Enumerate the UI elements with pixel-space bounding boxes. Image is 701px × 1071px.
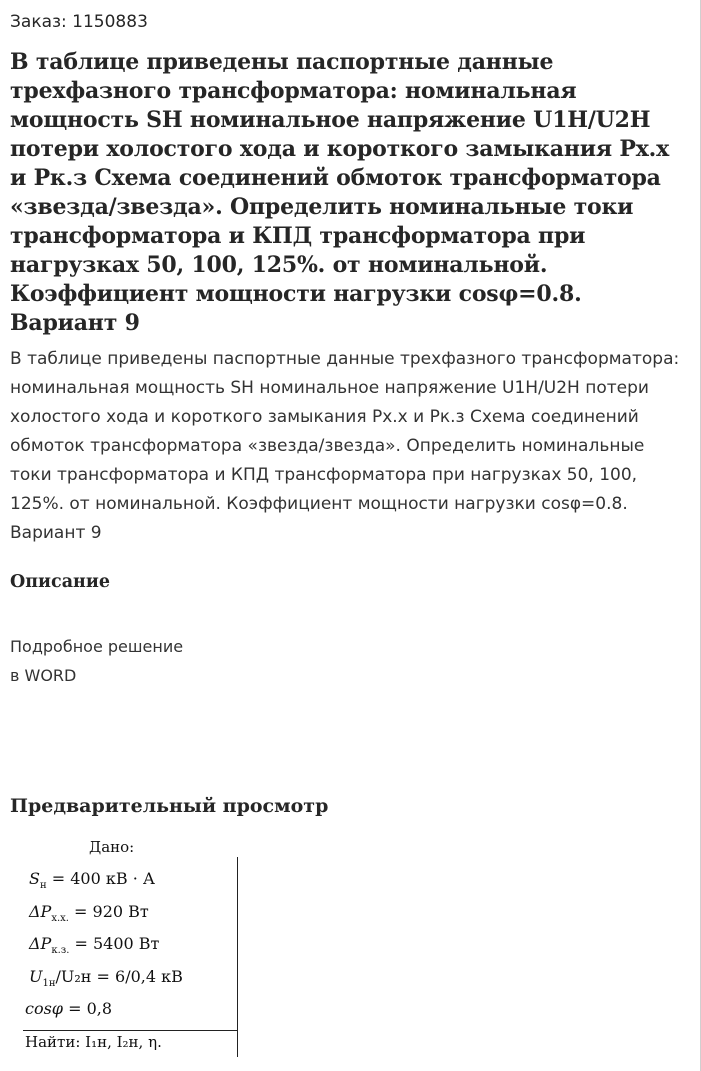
- given-row-voltage-value: /U₂н = 6/0,4 кВ: [55, 967, 183, 986]
- given-row-voltage: [29, 967, 183, 989]
- given-row-shortcircuit-value: = 5400 Вт: [69, 934, 160, 953]
- description-heading: Описание: [10, 572, 110, 592]
- given-row-power-value: = 400 кВ · А: [46, 869, 155, 888]
- description-line-1: Подробное решение: [10, 637, 184, 656]
- given-divider-horizontal: [23, 1030, 238, 1031]
- given-row-pf-symbol: cosφ: [25, 999, 64, 1018]
- description-line-2: в WORD: [10, 666, 77, 685]
- order-number: Заказ: 1150883: [10, 12, 148, 32]
- task-lead-text: В таблице приведены паспортные данные трехфазного трансформатора: номинальная мощность SН номинальное напряжение U1Н/U2Н потери холостого хода и короткого замыкания Рх.х и Рк.з Схема соединений обмоток трансформатора «звезда/звезда». Определить номинальные токи трансформатора и КПД трансформатора при нагрузках 50, 100, 125%. от номинальной. Коэффициент мощности нагрузки cosφ=0.8. Вариант 9: [10, 349, 680, 543]
- given-row-noload-value: = 920 Вт: [68, 902, 149, 921]
- given-row-noload-loss: [29, 902, 149, 924]
- page-title: В таблице приведены паспортные данные трехфазного трансформатора: номинальная мощность SН номинальное напряжение U1Н/U2Н потери холостого хода и короткого замыкания Рх.х и Рк.з Схема соединений обмоток трансформатора «звезда/звезда». Определить номинальные токи трансформатора и КПД трансформатора при нагрузках 50, 100, 125%. от номинальной. Коэффициент мощности нагрузки cosφ=0.8. Вариант 9: [10, 49, 669, 336]
- given-divider-vertical: [237, 857, 238, 1057]
- given-row-power-factor: [25, 999, 112, 1018]
- given-row-voltage-symbol: U: [29, 967, 43, 986]
- given-row-pf-value: = 0,8: [63, 999, 113, 1018]
- given-row-power: [29, 869, 155, 891]
- given-row-power-symbol: S: [29, 869, 40, 888]
- preview-image: [23, 833, 239, 1057]
- given-row-noload-symbol: ΔP: [29, 902, 52, 921]
- given-row-shortcircuit-loss: [29, 934, 159, 956]
- given-row-power-sub: н: [39, 880, 47, 892]
- given-row-shortcircuit-symbol: ΔP: [29, 934, 52, 953]
- preview-heading: Предварительный просмотр: [10, 795, 329, 817]
- find-line: Найти: I₁н, I₂н, η.: [25, 1033, 162, 1051]
- given-label: Дано:: [89, 838, 135, 856]
- given-row-voltage-sub: 1н: [42, 978, 56, 990]
- given-row-shortcircuit-sub: к.з.: [51, 945, 70, 957]
- given-row-noload-sub: х.х.: [51, 913, 69, 925]
- description-text: [10, 632, 688, 690]
